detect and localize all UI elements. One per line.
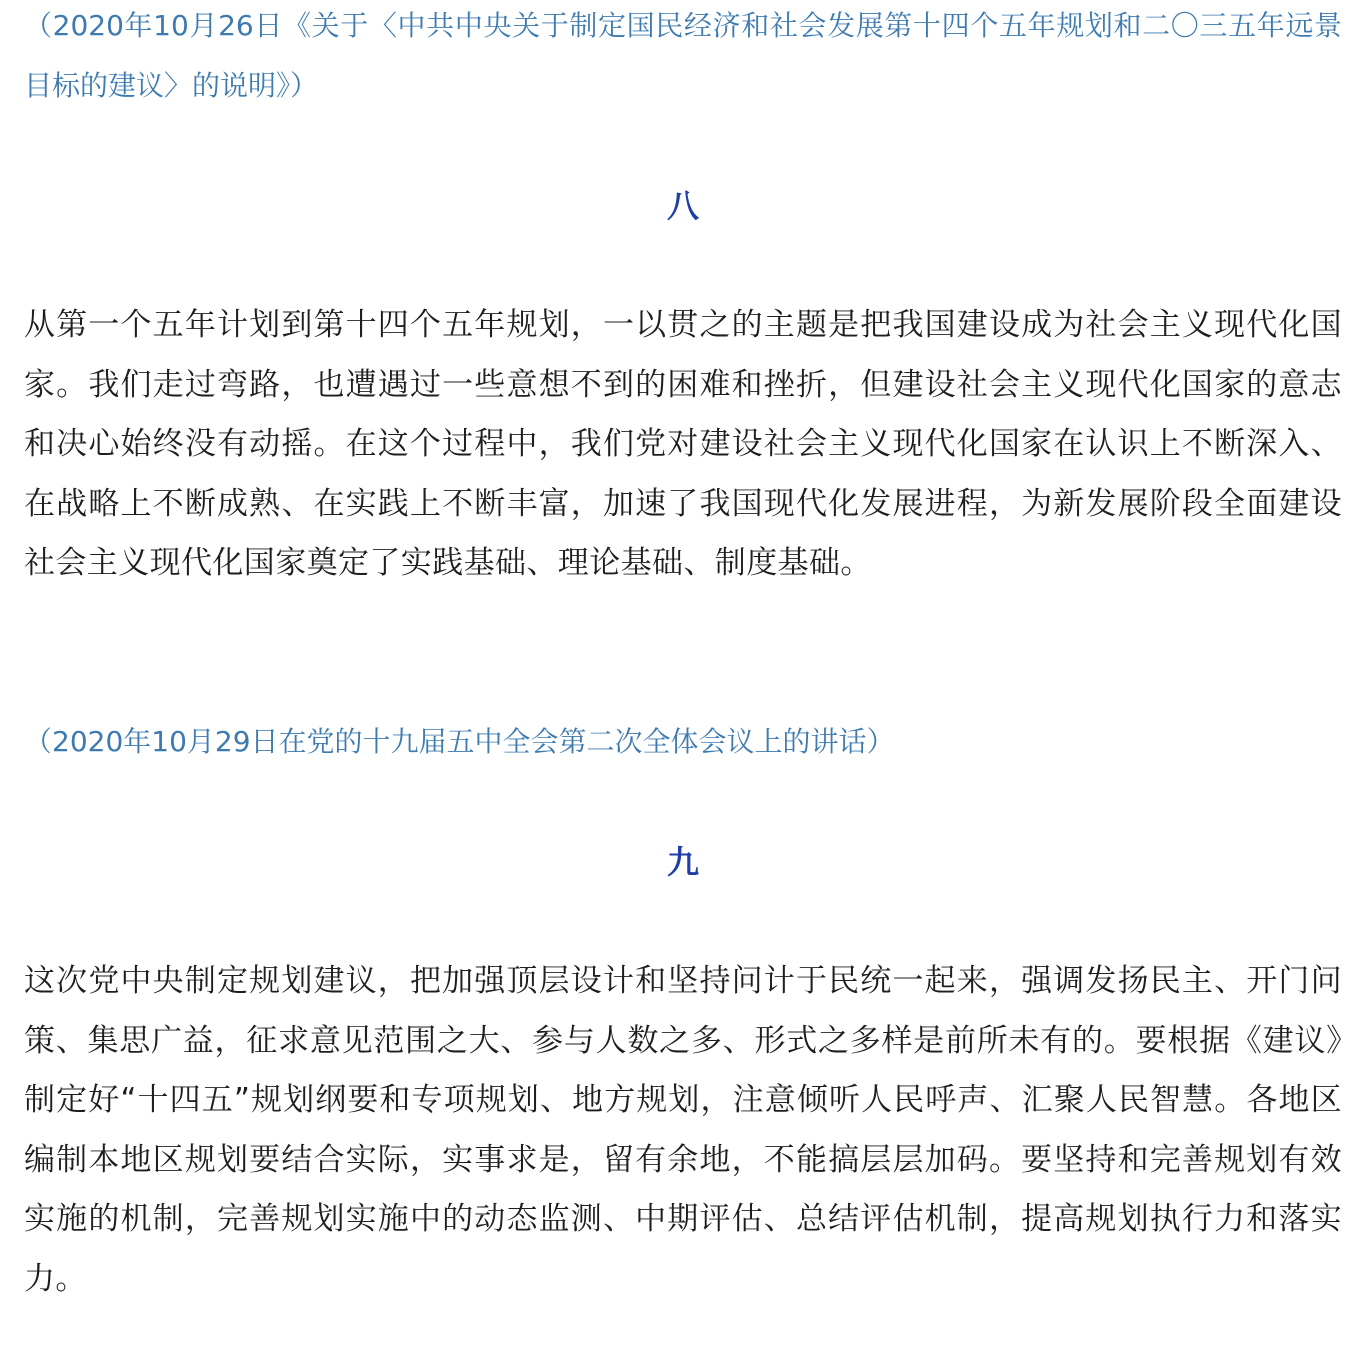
section-paragraph: 这次党中央制定规划建议，把加强顶层设计和坚持问计于民统一起来，强调发扬民主、开门问策、集思广益，征求意见范围之大、参与人数之多、形式之多样是前所未有的。要根据《建议》制定好“十四五”规划纲要和专项规划、地方规划，注意倾听人民呼声、汇聚人民智慧。各地区编制本地区规划要结合实际，实事求是，留有余地，不能搞层层加码。要坚持和完善规划有效实施的机制，完善规划实施中的动态监测、中期评估、总结评估机制，提高规划执行力和落实力。 <box>24 963 1342 1297</box>
section-number: 八 <box>666 187 699 225</box>
section-paragraph: 从第一个五年计划到第十四个五年规划，一以贯之的主题是把我国建设成为社会主义现代化国家。我们走过弯路，也遭遇过一些意想不到的困难和挫折，但建设社会主义现代化国家的意志和决心始终没有动摇。在这个过程中，我们党对建设社会主义现代化国家在认识上不断深入、在战略上不断成熟、在实践上不断丰富，加速了我国现代化发展进程，为新发展阶段全面建设社会主义现代化国家奠定了实践基础、理论基础、制度基础。 <box>24 307 1342 581</box>
section-number: 九 <box>666 843 699 881</box>
source-citation: （2020年10月29日在党的十九届五中全会第二次全体会议上的讲话） <box>24 725 895 758</box>
source-citation: （2020年10月26日《关于〈中共中央关于制定国民经济和社会发展第十四个五年规划和二〇三五年远景目标的建议〉的说明》） <box>24 9 1342 102</box>
